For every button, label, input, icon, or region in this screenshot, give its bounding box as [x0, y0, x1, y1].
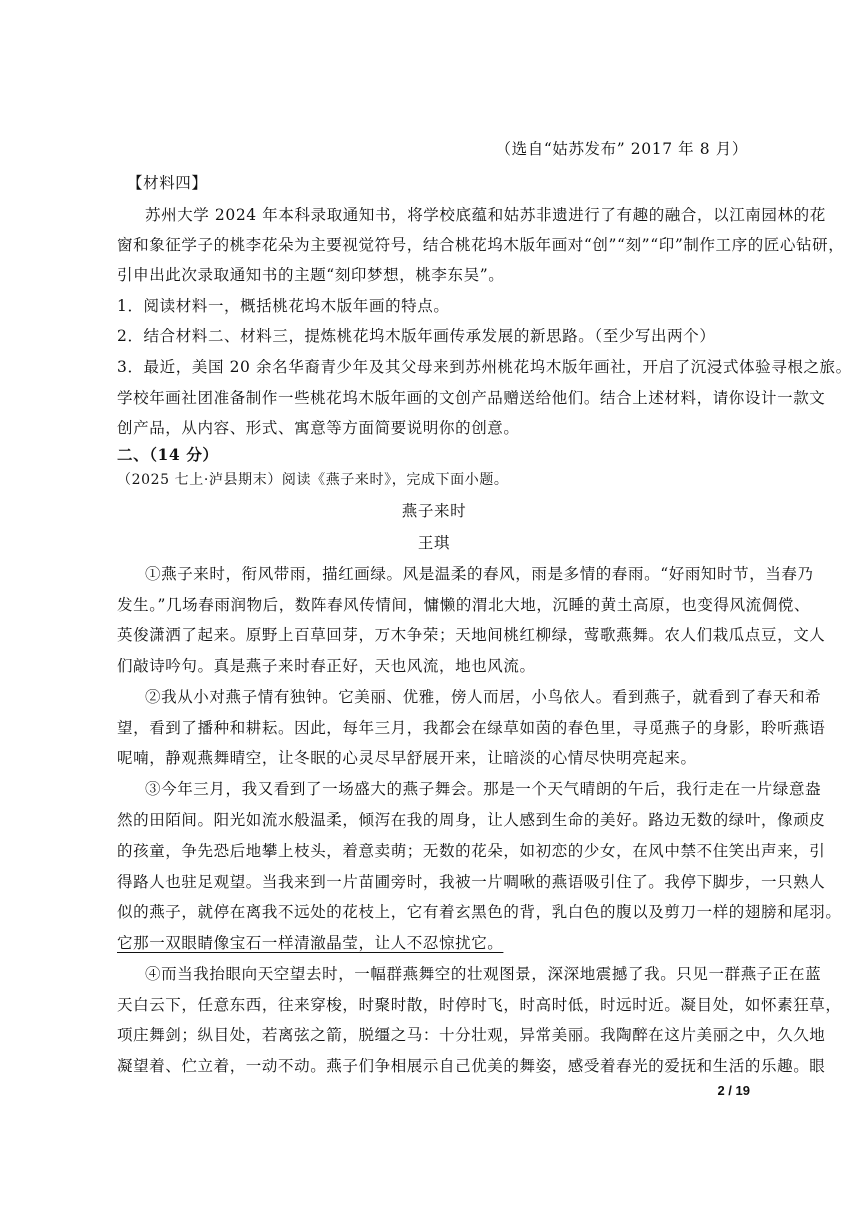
paragraph-line: 似的燕子，就停在离我不远处的花枝上，它有着玄黑色的背，乳白色的腹以及剪刀一样的翅膀和尾羽。 [117, 903, 842, 921]
paragraph-line: ①燕子来时，衔风带雨，描红画绿。风是温柔的春风，雨是多情的春雨。“好雨知时节，当春乃 [145, 565, 814, 583]
paragraph-line: 的孩童，争先恐后地攀上枝头，着意卖萌；无数的花朵，如初恋的少女，在风中禁不住笑出声来，引 [117, 842, 826, 860]
paragraph-line: ④而当我抬眼向天空望去时，一幅群燕舞空的壮观图景，深深地震撼了我。只见一群燕子正在蓝 [145, 965, 822, 983]
material4-line: 苏州大学 2024 年本科录取通知书，将学校底蕴和姑苏非遗进行了有趣的融合，以江南园林的花 [145, 206, 826, 224]
material4-line: 引申出此次录取通知书的主题“刻印梦想，桃李东吴”。 [117, 266, 505, 284]
paragraph-line: 项庄舞剑；纵目处，若离弦之箭，脱缰之马：十分壮观，异常美丽。我陶醉在这片美丽之中，久久地 [117, 1026, 826, 1044]
page-number: 2 / 19 [717, 1083, 750, 1098]
paragraph-line: ③今年三月，我又看到了一场盛大的燕子舞会。那是一个天气晴朗的午后，我行走在一片绿意盎 [145, 780, 822, 798]
section-heading: 二、（14 分） [117, 445, 219, 464]
material4-heading: 【材料四】 [127, 174, 208, 192]
paragraph-line: 英俊潇洒了起来。原野上百草回芽，万木争荣；天地间桃红柳绿，莺歌燕舞。农人们栽瓜点豆，文人 [117, 626, 826, 644]
source-note: （选自“姑苏发布” 2017 年 8 月） [495, 140, 748, 158]
paragraph-line: 呢喃，静观燕舞晴空，让冬眠的心灵尽早舒展开来，让暗淡的心情尽快明亮起来。 [117, 749, 697, 767]
paragraph-line: 发生。”几场春雨润物后，数阵春风传情间，慵懒的渭北大地，沉睡的黄土高原，也变得风流倜傥、 [117, 596, 811, 614]
question-1: 1．阅读材料一，概括桃花坞木版年画的特点。 [117, 297, 450, 315]
section-instruction: （2025 七上·泸县期末）阅读《燕子来时》，完成下面小题。 [117, 472, 509, 488]
question-3-line: 学校年画社团准备制作一些桃花坞木版年画的文创产品赠送给他们。结合上述材料，请你设计一款文 [117, 389, 826, 407]
question-2: 2．结合材料二、材料三，提炼桃花坞木版年画传承发展的新思路。（至少写出两个） [117, 327, 716, 345]
underlined-sentence: 它那一双眼睛像宝石一样清澈晶莹，让人不忍惊扰它。 [117, 934, 504, 952]
paragraph-line: ②我从小对燕子情有独钟。它美丽、优雅，傍人而居，小鸟依人。看到燕子，就看到了春天和希 [145, 688, 822, 706]
paragraph-line: 得路人也驻足观望。当我来到一片苗圃旁时，我被一片啁啾的燕语吸引住了。我停下脚步，一只熟人 [117, 873, 826, 891]
article-title: 燕子来时 [401, 502, 467, 520]
material4-line: 窗和象征学子的桃李花朵为主要视觉符号，结合桃花坞木版年画对“创”“刻”“印”制作工序的匠心钻研， [117, 236, 845, 254]
paragraph-line: 然的田陌间。阳光如流水般温柔，倾泻在我的周身，让人感到生命的美好。路边无数的绿叶，像顽皮 [117, 811, 826, 829]
question-3-line: 创产品，从内容、形式、寓意等方面简要说明你的创意。 [117, 419, 520, 437]
paragraph-line: 们敲诗吟句。真是燕子来时春正好，天也风流，地也风流。 [117, 657, 536, 675]
paragraph-line: 望，看到了播种和耕耘。因此，每年三月，我都会在绿草如茵的春色里，寻觅燕子的身影，聆听燕语 [117, 719, 826, 737]
paragraph-line: 天白云下，任意东西，往来穿梭，时聚时散，时停时飞，时高时低，时远时近。凝目处，如怀素狂草， [117, 996, 842, 1014]
question-3-line: 3．最近，美国 20 余名华裔青少年及其父母来到苏州桃花坞木版年画社，开启了沉浸式体验寻根之旅。 [117, 358, 852, 376]
article-author: 王琪 [417, 534, 451, 552]
paragraph-line: 凝望着、伫立着，一动不动。燕子们争相展示自己优美的舞姿，感受着春光的爱抚和生活的乐趣。眼 [117, 1057, 826, 1075]
